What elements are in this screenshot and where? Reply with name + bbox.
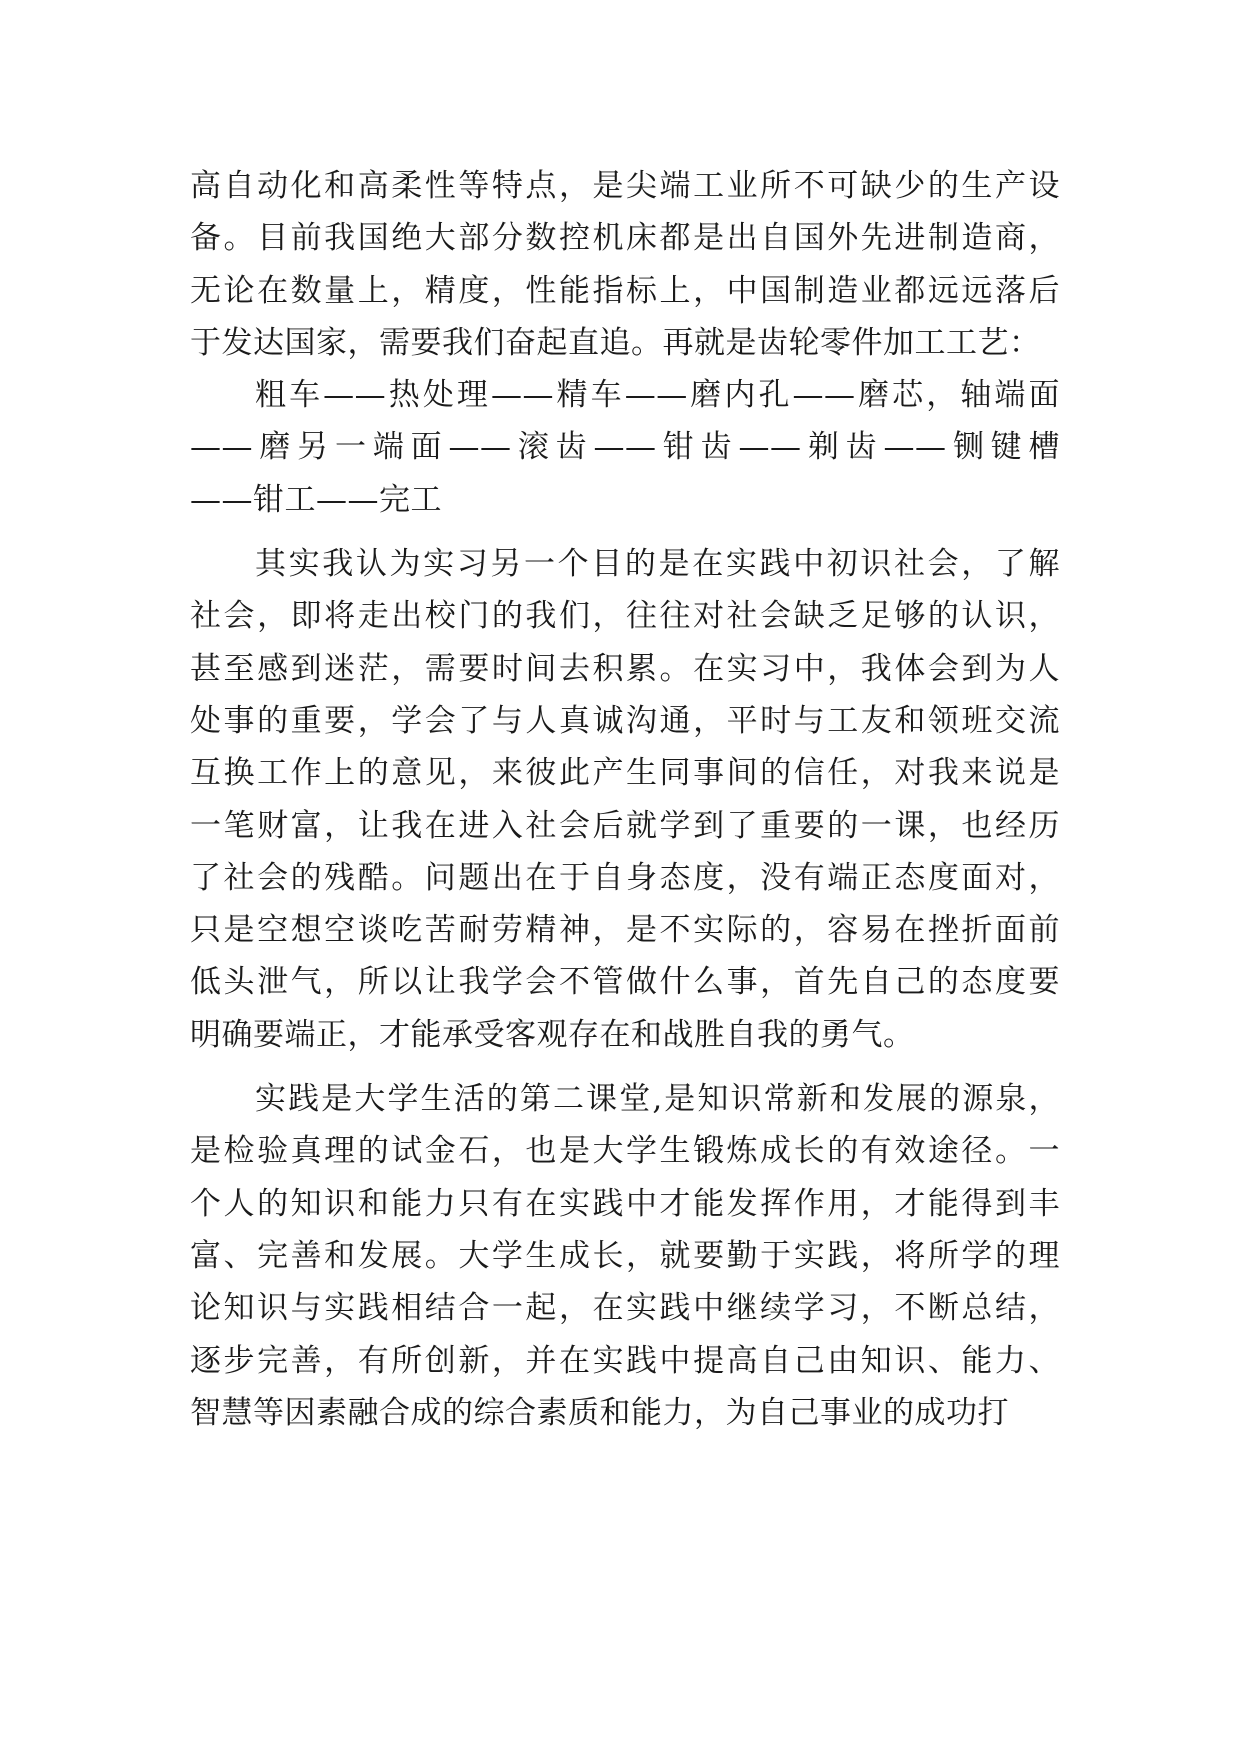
text-line: 一笔财富，让我在进入社会后就学到了重要的一课，也经历: [190, 807, 1060, 844]
text-line: 论知识与实践相结合一起，在实践中继续学习，不断总结，: [190, 1290, 1060, 1327]
text-line: 了社会的残酷。问题出在于自身态度，没有端正态度面对，: [190, 859, 1060, 896]
text-line: 智慧等因素融合成的综合素质和能力，为自己事业的成功打: [190, 1394, 1009, 1431]
text-line: 备。目前我国绝大部分数控机床都是出自国外先进制造商，: [190, 220, 1060, 257]
text-line: 社会，即将走出校门的我们，往往对社会缺乏足够的认识，: [190, 598, 1060, 635]
paragraph-gear-process: [190, 369, 1060, 526]
text-line: 只是空想空谈吃苦耐劳精神，是不实际的，容易在挫折面前: [190, 912, 1060, 949]
text-line: 高自动化和高柔性等特点，是尖端工业所不可缺少的生产设: [190, 168, 1060, 204]
text-line: 是检验真理的试金石，也是大学生锻炼成长的有效途径。一: [190, 1133, 1060, 1170]
text-line: 富、完善和发展。大学生成长，就要勤于实践，将所学的理: [190, 1237, 1060, 1274]
text-line: 低头泄气，所以让我学会不管做什么事，首先自己的态度要: [190, 964, 1060, 1001]
text-line: 无论在数量上，精度，性能指标上，中国制造业都远远落后: [190, 272, 1060, 309]
text-line: 粗车——热处理——精车——磨内孔——磨芯，轴端面: [255, 377, 1060, 414]
text-line: 个人的知识和能力只有在实践中才能发挥作用，才能得到丰: [190, 1185, 1060, 1222]
paragraph-spacer: [190, 1061, 1060, 1073]
paragraph-cnc-machines: [190, 160, 1060, 369]
text-line: 甚至感到迷茫，需要时间去积累。在实习中，我体会到为人: [190, 650, 1060, 687]
text-line: 互换工作上的意见，来彼此产生同事间的信任，对我来说是: [190, 755, 1060, 792]
text-line: 其实我认为实习另一个目的是在实践中初识社会，了解: [255, 546, 1060, 583]
text-line: ——磨另一端面——滚齿——钳齿——剃齿——铡键槽: [190, 429, 1060, 466]
text-line: 实践是大学生活的第二课堂,是知识常新和发展的源泉，: [255, 1081, 1060, 1118]
paragraph-practice: [190, 1073, 1060, 1439]
document-body: [190, 160, 1060, 1439]
text-line: ——钳工——完工: [190, 481, 442, 518]
paragraph-society: [190, 538, 1060, 1061]
text-line: 于发达国家，需要我们奋起直追。再就是齿轮零件加工工艺：: [190, 324, 1041, 361]
text-line: 处事的重要，学会了与人真诚沟通，平时与工友和领班交流: [190, 702, 1060, 739]
text-line: 明确要端正，才能承受客观存在和战胜自我的勇气。: [190, 1016, 915, 1053]
paragraph-spacer: [190, 526, 1060, 538]
text-line: 逐步完善，有所创新，并在实践中提高自己由知识、能力、: [190, 1342, 1060, 1379]
